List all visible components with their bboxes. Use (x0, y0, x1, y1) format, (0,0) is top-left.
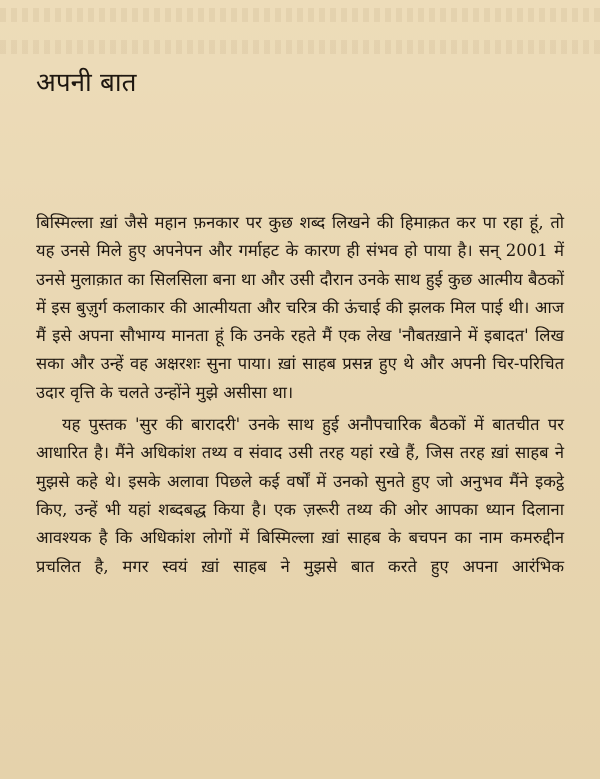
show-through-text (0, 40, 600, 54)
chapter-heading: अपनी बात (36, 68, 137, 98)
paragraph-2: यह पुस्तक 'सुर की बारादरी' उनके साथ हुई अनौपचारिक बैठकों में बातचीत पर आधारित है। मैंने अधिकांश तथ्य व संवाद उसी तरह यहां रखे हैं, जिस तरह ख़ां साहब ने मुझसे कहे थे। इसके अलावा पिछले कई वर्षों में उनको सुनते हुए जो अनुभव मैंने इकट्ठे किए, उन्हें भी यहां शब्दबद्ध किया है। एक ज़रूरी तथ्य की ओर आपका ध्यान दिलाना आवश्यक है कि अधिकांश लोगों में बिस्मिल्ला ख़ां साहब के बचपन का नाम कमरुद्दीन प्रचलित है, मगर स्वयं ख़ां साहब ने मुझसे बात करते हुए अपना आरंभिक (36, 415, 565, 576)
show-through-text (0, 8, 600, 22)
paragraph-1: बिस्मिल्ला ख़ां जैसे महान फ़नकार पर कुछ शब्द लिखने की हिमाक़त कर पा रहा हूं, तो यह उनसे मिले हुए अपनेपन और गर्माहट के कारण ही संभव हो पाया है। सन् 2001 में उनसे मुलाक़ात का सिलसिला बना था और उसी दौरान उनके साथ हुई कुछ आत्मीय बैठकों में इस बुज़ुर्ग कलाकार की आत्मीयता और चरित्र की ऊंचाई की झलक मिल पाई थी। आज मैं इसे अपना सौभाग्य मानता हूं कि उनके रहते मैं एक लेख 'नौबतख़ाने में इबादत' लिख सका और उन्हें वह अक्षरशः सुना पाया। ख़ां साहब प्रसन्न हुए थे और अपनी चिर-परिचित उदार वृत्ति के चलते उन्होंने मुझे असीसा था। (36, 213, 564, 402)
chapter-body (36, 209, 564, 581)
